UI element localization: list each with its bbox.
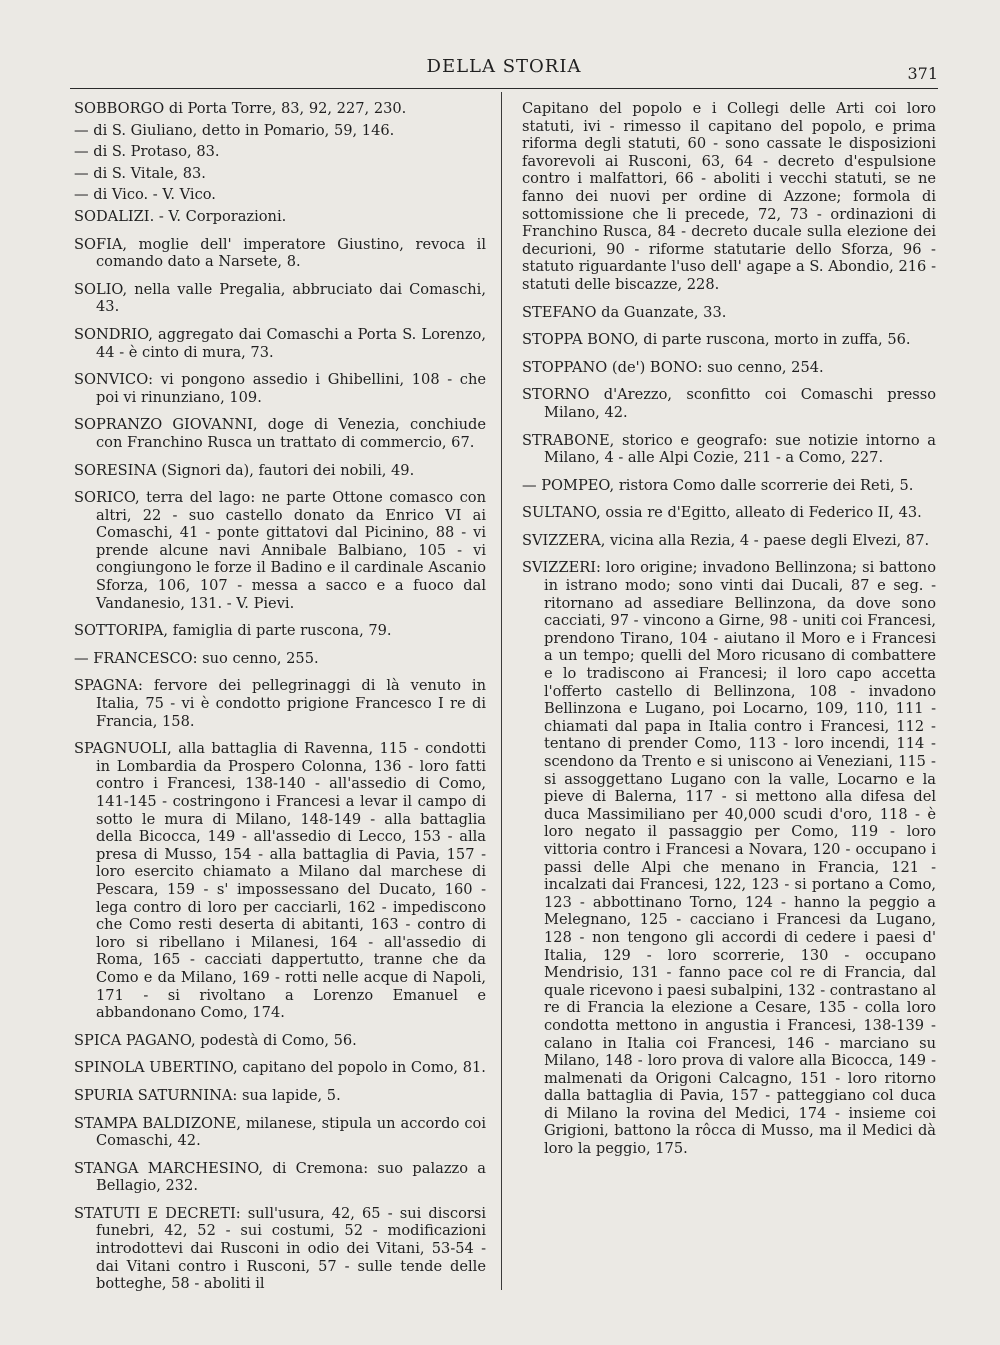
index-entry: STEFANO da Guanzate, 33. <box>522 303 727 321</box>
index-column-left <box>74 100 486 1303</box>
column-divider <box>501 92 502 1290</box>
index-entry: — di Vico. - V. Vico. <box>74 186 216 204</box>
index-entry: Capitano del popolo e i Collegi delle Arti coi loro statuti, ivi - rimesso il capitano del popolo, e prima riforma degli statuti, 60 - sono cassate le disposizioni favorevoli ai Rusconi, 63, 64 - decreto d'espulsione contro i malfattori, 66 - aboliti i vecchi statuti, se ne fanno dei nuovi per ordine di Azzone; formola di sottomissione che li precede, 72, 73 - ordinazioni di Franchino Rusca, 84 - decreto ducale sulla elezione dei decurioni, 90 - riforme statutarie dello Sforza, 96 - statuto riguardante l'uso dell' agape a S. Abondio, 216 - statuti delle biscazze, 228. <box>522 100 936 293</box>
index-column-right <box>522 100 936 1168</box>
index-entry: STOPPANO (de') BONO: suo cenno, 254. <box>522 358 824 376</box>
index-entry: STORNO d'Arezzo, sconfitto coi Comaschi presso Milano, 42. <box>522 386 936 421</box>
index-entry: SPURIA SATURNINA: sua lapide, 5. <box>74 1086 341 1104</box>
index-entry: — di S. Vitale, 83. <box>74 164 206 182</box>
index-entry: SORESINA (Signori da), fautori dei nobili, 49. <box>74 461 415 479</box>
index-entry: SOBBORGO di Porta Torre, 83, 92, 227, 230. <box>74 100 407 117</box>
index-entry: SORICO, terra del lago: ne parte Ottone comasco con altri, 22 - suo castello donato da Enrico VI ai Comaschi, 41 - ponte gittatovi dal Picinino, 88 - vi prende alcune navi Annibale Balbiano, 105 - vi congiungono le forze il Badino e il cardinale Ascanio Sforza, 106, 107 - messa a sacco e a fuoco dal Vandanesio, 131. - V. Pievi. <box>74 489 486 612</box>
page-title: DELLA STORIA <box>426 56 582 77</box>
index-entry: STATUTI E DECRETI: sull'usura, 42, 65 - sui discorsi funebri, 42, 52 - sui costumi, 52 - modificazioni introdottevi dai Rusconi in odio dei Vitani, 53-54 - dai Vitani contro i Rusconi, 57 - sulle tende delle botteghe, 58 - aboliti il <box>74 1204 486 1293</box>
index-entry: — di S. Protaso, 83. <box>74 143 220 161</box>
index-entry: SPICA PAGANO, podestà di Como, 56. <box>74 1031 357 1049</box>
index-entry: SOPRANZO GIOVANNI, doge di Venezia, conchiude con Franchino Rusca un trattato di commercio, 67. <box>74 416 486 451</box>
page-number: 371 <box>907 64 938 83</box>
index-entry: — FRANCESCO: suo cenno, 255. <box>74 649 319 667</box>
index-entry: SONVICO: vi pongono assedio i Ghibellini, 108 - che poi vi rinunziano, 109. <box>74 371 486 406</box>
index-entry: — POMPEO, ristora Como dalle scorrerie dei Reti, 5. <box>522 476 914 494</box>
index-entry: SPINOLA UBERTINO, capitano del popolo in Como, 81. <box>74 1059 486 1077</box>
index-entry: STANGA MARCHESINO, di Cremona: suo palazzo a Bellagio, 232. <box>74 1159 486 1195</box>
index-entry: SPAGNUOLI, alla battaglia di Ravenna, 115 - condotti in Lombardia da Prospero Colonna, 136 - loro fatti contro i Francesi, 138-140 - all'assedio di Como, 141-145 - costringono i Francesi a levar il campo di sotto le mura di Milano, 148-149 - alla battaglia della Bicocca, 149 - all'assedio di Lecco, 153 - alla presa di Musso, 154 - alla battaglia di Pavia, 157 - loro esercito chiamato a Milano dal marchese di Pescara, 159 - s' impossessano del Ducato, 160 - lega contro di loro per cacciarli, 162 - impediscono che Como resti deserta di abitanti, 163 - contro di loro si ribellano i Milanesi, 164 - all'assedio di Roma, 165 - cacciati dappertutto, tranne che da Como e da Milano, 169 - rotti nelle acque di Napoli, 171 - si rivoltano a Lorenzo Emanuel e abbandonano Como, 174. <box>74 740 486 1022</box>
index-entry: SODALIZI. - V. Corporazioni. <box>74 207 287 225</box>
index-entry: STAMPA BALDIZONE, milanese, stipula un accordo coi Comaschi, 42. <box>74 1114 486 1150</box>
index-entry: SVIZZERA, vicina alla Rezia, 4 - paese degli Elvezi, 87. <box>522 531 930 549</box>
index-entry: SPAGNA: fervore dei pellegrinaggi di là venuto in Italia, 75 - vi è condotto prigione Francesco I re di Francia, 158. <box>74 677 486 730</box>
index-entry: SULTANO, ossia re d'Egitto, alleato di Federico II, 43. <box>522 504 922 522</box>
index-entry: — di S. Giuliano, detto in Pomario, 59, 146. <box>74 121 395 139</box>
index-entry: SVIZZERI: loro origine; invadono Bellinzona; si battono in istrano modo; sono vinti dai Ducali, 87 e seg. - ritornano ad assediare Bellinzona, da dove sono cacciati, 97 - vincono a Girne, 98 - uniti coi Francesi, prendono Tirano, 104 - aiutano il Moro e i Francesi a un tempo; quelli del Moro ricusano di combattere e lo tradiscono ai Francesi; il loro capo accetta l'offerto castello di Bellinzona, 108 - invadono Bellinzona e Lugano, poi Locarno, 109, 110, 111 - chiamati dal papa in Italia contro i Francesi, 112 - tentano di prender Como, 113 - loro incendi, 114 - scendono da Trento e si uniscono ai Veneziani, 115 - si assoggettano Lugano con la valle, Locarno e la pieve di Balerna, 117 - si mettono alla difesa del duca Massimiliano per 40,000 scudi d'oro, 118 - è loro negato il passaggio per Como, 119 - loro vittoria contro i Francesi a Novara, 120 - occupano i passi delle Alpi che menano in Francia, 121 - incalzati dai Francesi, 122, 123 - si portano a Como, 123 - abbottinano Torno, 124 - hanno la peggio a Melegnano, 125 - cacciano i Francesi da Lugano, 128 - non tengono gli accordi di cedere i paesi d' Italia, 129 - loro scorrerie, 130 - occupano Mendrisio, 131 - fanno pace col re di Francia, dal quale ricevono i paesi subalpini, 132 - contrastano al re di Francia la elezione a Cesare, 135 - colla loro condotta mettono in angustia i Francesi, 138-139 - calano in Italia coi Francesi, 146 - marciano su Milano, 148 - loro prova di valore alla Bicocca, 149 - malmenati da Origoni Calcagno, 151 - loro ritorno dalla battaglia di Pavia, 157 - patteggiano col duca di Milano la rovina del Medici, 174 - insieme coi Grigioni, battono la rôcca di Musso, ma il Medici dà loro la peggio, 175. <box>522 559 936 1158</box>
index-entry: STOPPA BONO, di parte ruscona, morto in zuffa, 56. <box>522 331 911 349</box>
index-entry: STRABONE, storico e geografo: sue notizie intorno a Milano, 4 - alle Alpi Cozie, 211 - a Como, 227. <box>522 431 936 467</box>
running-header <box>70 54 938 89</box>
index-entry: SOFIA, moglie dell' imperatore Giustino, revoca il comando dato a Narsete, 8. <box>74 235 486 271</box>
index-entry: SOTTORIPA, famiglia di parte ruscona, 79. <box>74 622 392 640</box>
index-entry: SOLIO, nella valle Pregalia, abbruciato dai Comaschi, 43. <box>74 280 486 316</box>
index-entry: SONDRIO, aggregato dai Comaschi a Porta S. Lorenzo, 44 - è cinto di mura, 73. <box>74 325 486 361</box>
